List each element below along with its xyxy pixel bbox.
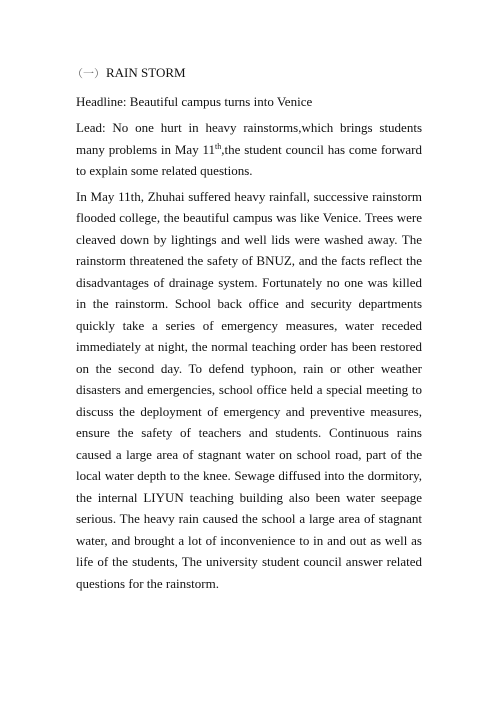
section-heading bbox=[72, 62, 422, 86]
section-number: （一） bbox=[72, 68, 105, 80]
body-paragraph: In May 11th, Zhuhai suffered heavy rainfall, successive rainstorm flooded college, the beautiful campus was like Venice. Trees were cleaved down by lightings and well lids were washed away. The rainstorm threatened the safety of BNUZ, and the facts reflect the disadvantages of drainage system. Fortunately no one was killed in the rainstorm. School back office and security departments quickly take a series of emergency measures, water receded immediately at night, the normal teaching order has been restored on the second day. To defend typhoon, rain or other weather disasters and emergencies, school office held a special meeting to discuss the deployment of emergency and preventive measures, ensure the safety of teachers and students. Continuous rains caused a large area of stagnant water on school road, part of the local water depth to the knee. Sewage diffused into the dormitory, the internal LIYUN teaching building also been water seepage serious. The heavy rain caused the school a large area of stagnant water, and brought a lot of inconvenience to in and out as well as life of the students, The university student council answer related questions for the rainstorm. bbox=[76, 188, 422, 591]
lead-text-end: ,the student council has come forward to explain some related questions. bbox=[76, 141, 422, 178]
section-title: RAIN STORM bbox=[106, 65, 186, 80]
lead-text-start: Lead: No one hurt in heavy rainstorms,which brings students many problems in May 11 bbox=[76, 120, 422, 157]
lead-paragraph bbox=[76, 117, 422, 182]
document-page bbox=[72, 62, 422, 598]
lead-ordinal-suffix: th bbox=[215, 141, 222, 151]
headline: Headline: Beautiful campus turns into Venice bbox=[76, 93, 313, 109]
